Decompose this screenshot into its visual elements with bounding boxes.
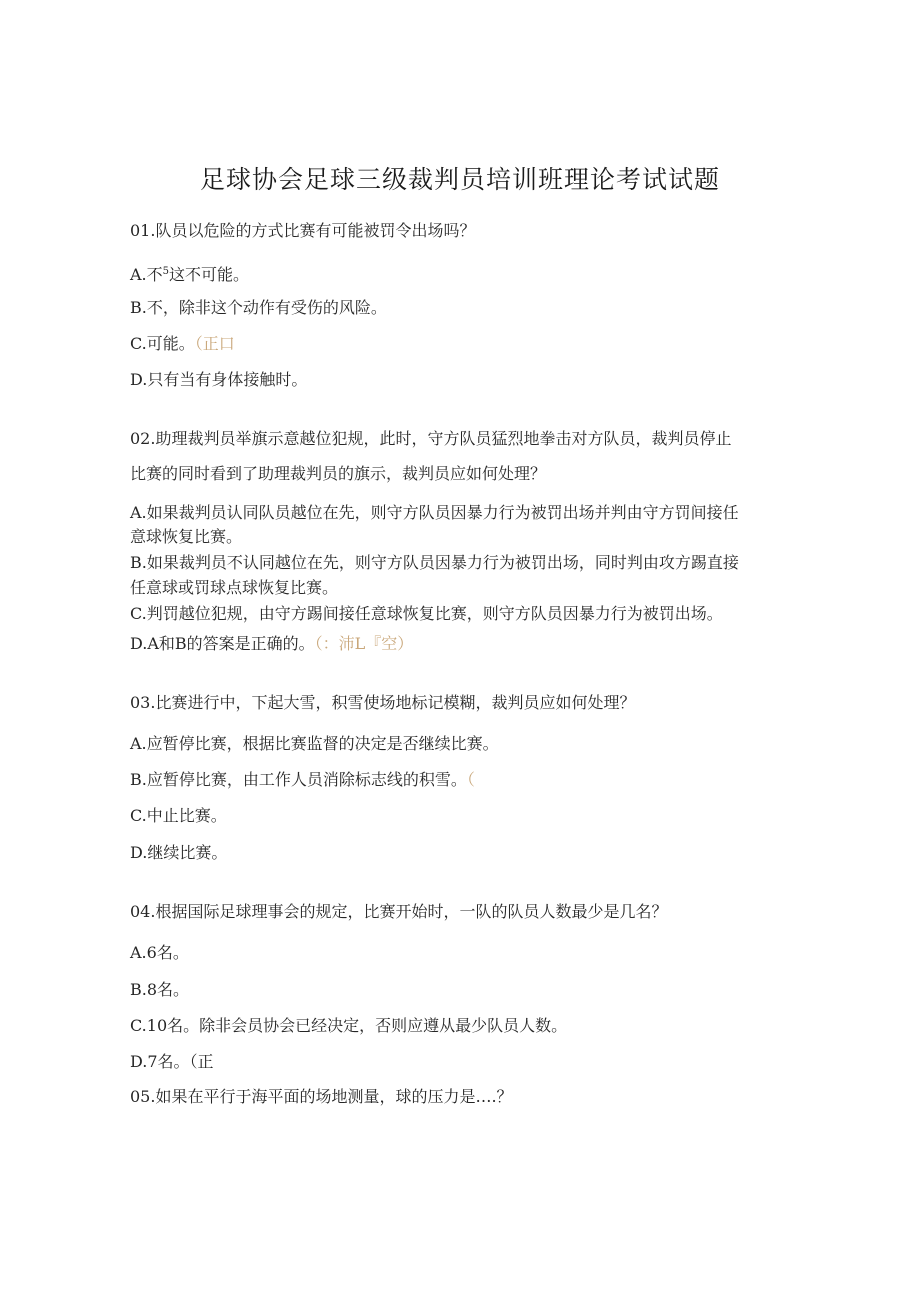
question-03-option-d: D.继续比赛。 [130, 843, 228, 862]
question-03-option-b [130, 769, 475, 791]
option-text: C.可能。 [130, 334, 195, 353]
option-text: D.A和B的答案是正确的。 [130, 634, 315, 653]
answer-mark: （ [466, 770, 475, 789]
question-04-option-d: D.7名。（正 [130, 1052, 214, 1071]
question-04-option-b: B.8名。 [130, 980, 190, 999]
question-02-option-a-line2: 意球恢复比赛。 [130, 527, 243, 546]
question-01-option-b: B.不，除非这个动作有受伤的风险。 [130, 298, 387, 317]
question-03-option-c: C.中止比赛。 [130, 806, 227, 825]
document-title: 足球协会足球三级裁判员培训班理论考试试题 [199, 165, 720, 194]
question-02-option-b-line1: B.如果裁判员不认同越位在先，则守方队员因暴力行为被罚出场，同时判由攻方踢直接 [130, 553, 739, 572]
question-05-stem: 05.如果在平行于海平面的场地测量，球的压力是….？ [130, 1087, 513, 1106]
question-03-stem: 03.比赛进行中，下起大雪，积雪使场地标记模糊，裁判员应如何处理？ [130, 693, 636, 712]
question-03-option-a: A.应暂停比赛，根据比赛监督的决定是否继续比赛。 [130, 734, 499, 753]
question-02-option-c: C.判罚越位犯规，由守方踢间接任意球恢复比赛，则守方队员因暴力行为被罚出场。 [130, 604, 723, 623]
question-02-option-b-line2: 任意球或罚球点球恢复比赛。 [130, 578, 339, 597]
stray-mark: 5 [162, 266, 170, 277]
question-04-option-a: A.6名。 [130, 943, 189, 962]
answer-mark: （：沛L『空） [314, 634, 414, 653]
question-01-option-c [130, 333, 235, 355]
question-02-option-d [130, 633, 413, 655]
answer-mark: （正口 [194, 334, 235, 353]
question-04-stem: 04.根据国际足球理事会的规定，比赛开始时，一队的队员人数最少是几名？ [130, 902, 668, 921]
question-02-option-a-line1: A.如果裁判员认同队员越位在先，则守方队员因暴力行为被罚出场并判由守方罚间接任 [130, 503, 739, 522]
question-01-option-a [130, 261, 249, 286]
question-04-option-c: C.10名。除非会员协会已经决定，否则应遵从最少队员人数。 [130, 1016, 568, 1035]
option-text: 这不可能。 [169, 265, 250, 284]
option-text: B.应暂停比赛，由工作人员消除标志线的积雪。 [130, 770, 467, 789]
question-02-stem-line1: 02.助理裁判员举旗示意越位犯规，此时，守方队员猛烈地拳击对方队员，裁判员停止 [130, 429, 732, 448]
question-02-stem-line2: 比赛的同时看到了助理裁判员的旗示，裁判员应如何处理？ [130, 464, 547, 483]
option-text: A.不 [130, 265, 163, 284]
question-01-stem: 01.队员以危险的方式比赛有可能被罚令出场吗？ [130, 221, 476, 240]
question-01-option-d: D.只有当有身体接触时。 [130, 370, 308, 389]
